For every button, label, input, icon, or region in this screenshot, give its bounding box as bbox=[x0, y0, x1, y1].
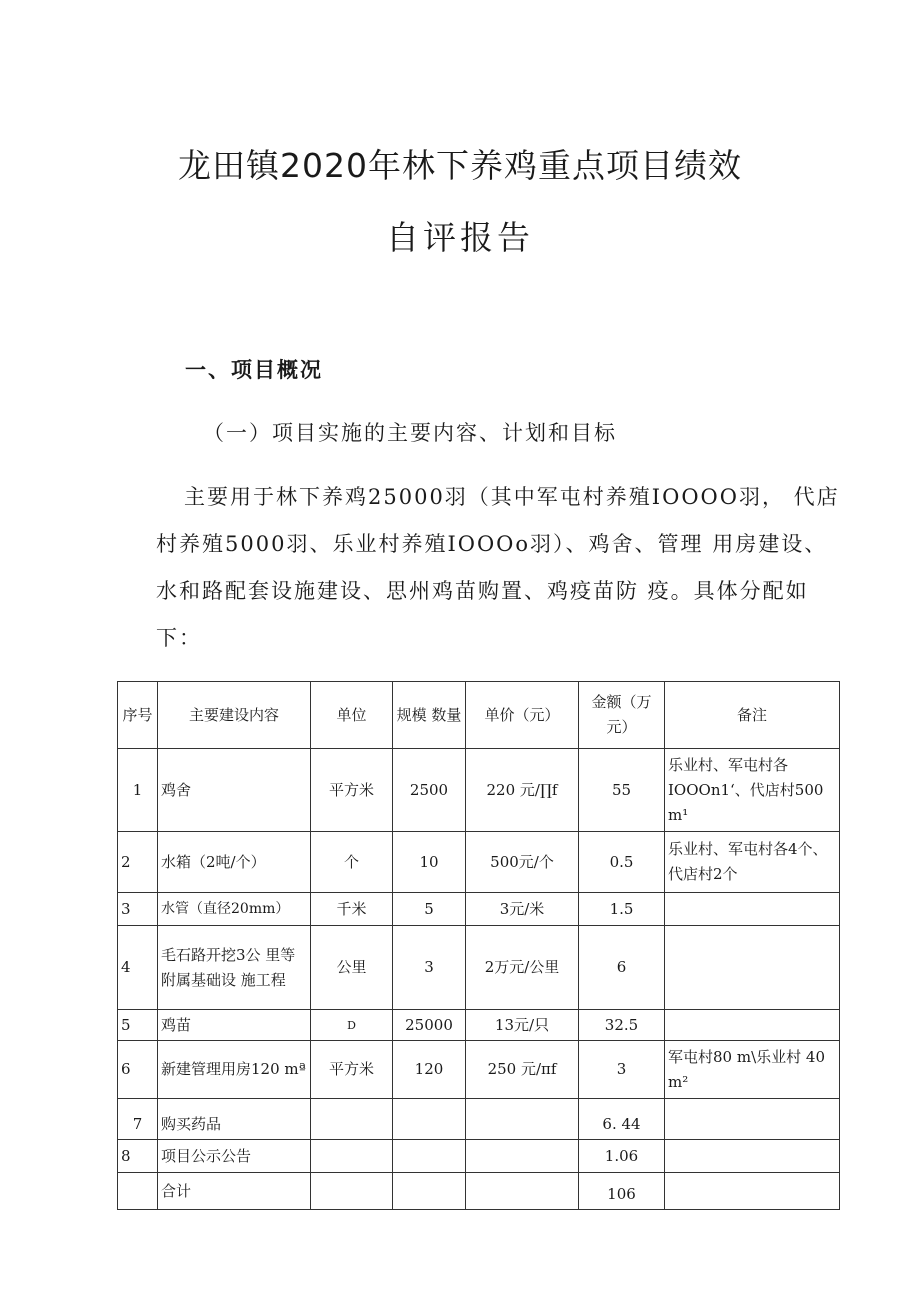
table-cell bbox=[311, 1140, 393, 1173]
table-cell: 0.5 bbox=[579, 832, 665, 893]
table-cell bbox=[665, 926, 840, 1010]
table-cell: 32.5 bbox=[579, 1010, 665, 1041]
header-cell: 金额（万元） bbox=[579, 682, 665, 749]
table-cell bbox=[665, 1173, 840, 1210]
header-cell: 单价（元） bbox=[466, 682, 579, 749]
subsection-heading: （一）项目实施的主要内容、计划和目标 bbox=[203, 421, 617, 445]
table-cell: 购买药品 bbox=[158, 1099, 311, 1140]
table-cell bbox=[393, 1140, 466, 1173]
table-cell: 千米 bbox=[311, 893, 393, 926]
header-cell: 备注 bbox=[665, 682, 840, 749]
table-row bbox=[118, 1099, 840, 1140]
table-cell: 5 bbox=[393, 893, 466, 926]
table-cell: 1.5 bbox=[579, 893, 665, 926]
table-cell bbox=[665, 1099, 840, 1140]
table-cell bbox=[466, 1099, 579, 1140]
header-cell: 单位 bbox=[311, 682, 393, 749]
table-cell: 106 bbox=[579, 1173, 665, 1210]
table-cell: 10 bbox=[393, 832, 466, 893]
table-cell: 军屯村80 m\乐业村 40 m² bbox=[665, 1041, 840, 1099]
table-cell: 2万元/公里 bbox=[466, 926, 579, 1010]
table-row bbox=[118, 1140, 840, 1173]
table-cell: 3 bbox=[393, 926, 466, 1010]
table-cell: 1.06 bbox=[579, 1140, 665, 1173]
table-cell: 4 bbox=[118, 926, 158, 1010]
table-cell bbox=[665, 1140, 840, 1173]
table-cell: D bbox=[311, 1010, 393, 1041]
body-paragraph-text: 主要用于林下养鸡25000羽（其中军屯村养殖IOOOO羽， 代店村养殖5000羽、乐业村养殖IOOOo羽）、鸡舍、管理 用房建设、水和路配套设施建设、思州鸡苗购置、鸡疫苗防 疫。具体分配如下： bbox=[156, 485, 840, 650]
table-cell: 55 bbox=[579, 749, 665, 832]
table-cell: 5 bbox=[118, 1010, 158, 1041]
table-cell: 项目公示公告 bbox=[158, 1140, 311, 1173]
header-cell: 主要建设内容 bbox=[158, 682, 311, 749]
table-cell bbox=[665, 893, 840, 926]
table-cell bbox=[466, 1140, 579, 1173]
document-title-line1: 龙田镇2020年林下养鸡重点项目绩效 bbox=[178, 146, 742, 185]
table-cell: 120 bbox=[393, 1041, 466, 1099]
table-header-row bbox=[118, 682, 840, 749]
table-cell: 2500 bbox=[393, 749, 466, 832]
table-cell: 个 bbox=[311, 832, 393, 893]
table-cell: 500元/个 bbox=[466, 832, 579, 893]
budget-table bbox=[117, 681, 840, 1210]
table-cell: 3元/米 bbox=[466, 893, 579, 926]
table-cell: 公里 bbox=[311, 926, 393, 1010]
table-row bbox=[118, 1010, 840, 1041]
table-cell bbox=[393, 1173, 466, 1210]
table-cell: 乐业村、军屯村各IOOOn1‘、代店村500 m¹ bbox=[665, 749, 840, 832]
table-cell: 平方米 bbox=[311, 1041, 393, 1099]
table-cell: 水箱（2吨/个） bbox=[158, 832, 311, 893]
table-cell bbox=[466, 1173, 579, 1210]
table-total-row bbox=[118, 1173, 840, 1210]
table-cell: 250 元/πf bbox=[466, 1041, 579, 1099]
table-row bbox=[118, 749, 840, 832]
table-cell: 3 bbox=[579, 1041, 665, 1099]
header-cell: 规模 数量 bbox=[393, 682, 466, 749]
table-cell: 7 bbox=[118, 1099, 158, 1140]
table-cell bbox=[393, 1099, 466, 1140]
table-cell: 鸡苗 bbox=[158, 1010, 311, 1041]
table-cell: 1 bbox=[118, 749, 158, 832]
table-cell bbox=[311, 1099, 393, 1140]
table-row bbox=[118, 832, 840, 893]
table-cell: 水管（直径20mm） bbox=[158, 893, 311, 926]
table-row bbox=[118, 1041, 840, 1099]
table-cell bbox=[118, 1173, 158, 1210]
table-cell: 合计 bbox=[158, 1173, 311, 1210]
header-cell: 序号 bbox=[118, 682, 158, 749]
table-cell: 25000 bbox=[393, 1010, 466, 1041]
table-cell: 鸡舍 bbox=[158, 749, 311, 832]
table-cell: 220 元/∏f bbox=[466, 749, 579, 832]
body-paragraph bbox=[156, 474, 846, 662]
table-cell: 2 bbox=[118, 832, 158, 893]
table-cell: 平方米 bbox=[311, 749, 393, 832]
table-cell: 乐业村、军屯村各4个、代店村2个 bbox=[665, 832, 840, 893]
table-cell bbox=[665, 1010, 840, 1041]
table-cell: 8 bbox=[118, 1140, 158, 1173]
table-cell: 3 bbox=[118, 893, 158, 926]
table-cell: 13元/只 bbox=[466, 1010, 579, 1041]
table-row bbox=[118, 926, 840, 1010]
table-cell: 6 bbox=[118, 1041, 158, 1099]
table-cell bbox=[311, 1173, 393, 1210]
table-cell: 6. 44 bbox=[579, 1099, 665, 1140]
table-cell: 新建管理用房120 mª bbox=[158, 1041, 311, 1099]
table-cell: 6 bbox=[579, 926, 665, 1010]
table-cell: 毛石路开挖3公 里等附属基础设 施工程 bbox=[158, 926, 311, 1010]
table-row bbox=[118, 893, 840, 926]
section-heading: 一、项目概况 bbox=[185, 358, 323, 382]
document-title-line2: 自评报告 bbox=[386, 218, 534, 257]
